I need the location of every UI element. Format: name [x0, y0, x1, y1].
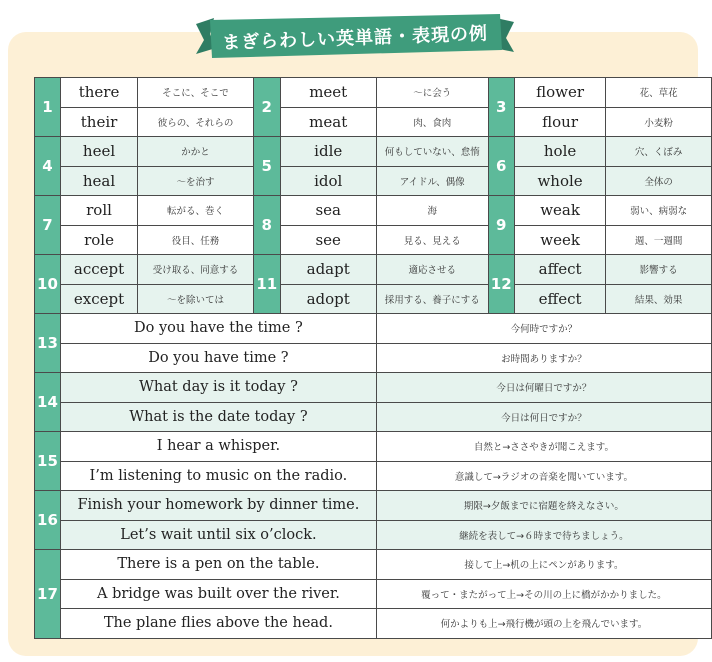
word-meaning: 小麦粉 — [606, 107, 712, 137]
sentence-meaning: 覆って・またがって上→その川の上に橋がかかりました。 — [376, 579, 711, 609]
word-meaning: 彼らの、それらの — [138, 107, 254, 137]
word: there — [60, 78, 137, 108]
table-row — [35, 225, 712, 255]
table-row — [35, 196, 712, 226]
word-meaning: ～に会う — [376, 78, 488, 108]
word-meaning: 肉、食肉 — [376, 107, 488, 137]
word: weak — [514, 196, 606, 226]
group-number: 5 — [253, 137, 280, 196]
table-row — [35, 166, 712, 196]
word: heal — [60, 166, 137, 196]
word: flower — [514, 78, 606, 108]
word: adopt — [280, 284, 376, 314]
table-row — [35, 402, 712, 432]
word: except — [60, 284, 137, 314]
word-meaning: 受け取る、同意する — [138, 255, 254, 285]
sentence-meaning: 今日は何曜日ですか？ — [376, 373, 711, 403]
page-title: まぎらわしい英単語・表現の例 — [221, 23, 489, 54]
word-meaning: 見る、見える — [376, 225, 488, 255]
word-meaning: 影響する — [606, 255, 712, 285]
word-meaning: 採用する、養子にする — [376, 284, 488, 314]
word: effect — [514, 284, 606, 314]
group-number: 7 — [35, 196, 61, 255]
sentence-meaning: 接して上→机の上にペンがあります。 — [376, 550, 711, 580]
group-number: 14 — [35, 373, 61, 432]
table-row — [35, 255, 712, 285]
group-number: 6 — [488, 137, 514, 196]
group-number: 4 — [35, 137, 61, 196]
group-number: 13 — [35, 314, 61, 373]
sentence-meaning: お時間ありますか？ — [376, 343, 711, 373]
group-number: 1 — [35, 78, 61, 137]
table-row — [35, 107, 712, 137]
word: heel — [60, 137, 137, 167]
group-number: 12 — [488, 255, 514, 314]
word: meat — [280, 107, 376, 137]
group-number: 17 — [35, 550, 61, 639]
table-row — [35, 284, 712, 314]
sentence-meaning: 何かよりも上→飛行機が頭の上を飛んでいます。 — [376, 609, 711, 639]
sentence: Do you have time ? — [60, 343, 376, 373]
table-row — [35, 491, 712, 521]
word-meaning: 転がる、巻く — [138, 196, 254, 226]
word-meaning: 穴、くぼみ — [606, 137, 712, 167]
word: meet — [280, 78, 376, 108]
sentence: What day is it today ? — [60, 373, 376, 403]
vocab-table — [34, 77, 712, 639]
word: hole — [514, 137, 606, 167]
sentence: A bridge was built over the river. — [60, 579, 376, 609]
word: see — [280, 225, 376, 255]
sentence: What is the date today ? — [60, 402, 376, 432]
group-number: 3 — [488, 78, 514, 137]
sentence: Let’s wait until six o’clock. — [60, 520, 376, 550]
word-meaning: ～を治す — [138, 166, 254, 196]
word: accept — [60, 255, 137, 285]
table-row — [35, 520, 712, 550]
word: whole — [514, 166, 606, 196]
word-meaning: 適応させる — [376, 255, 488, 285]
word-meaning: 花、草花 — [606, 78, 712, 108]
sentence-meaning: 期限→夕飯までに宿題を終えなさい。 — [376, 491, 711, 521]
word-meaning: 全体の — [606, 166, 712, 196]
table-row — [35, 343, 712, 373]
table-row — [35, 432, 712, 462]
sentence-meaning: 意識して→ラジオの音楽を聞いています。 — [376, 461, 711, 491]
group-number: 15 — [35, 432, 61, 491]
group-number: 10 — [35, 255, 61, 314]
table-row — [35, 609, 712, 639]
table-row — [35, 78, 712, 108]
word: flour — [514, 107, 606, 137]
word: idle — [280, 137, 376, 167]
word: role — [60, 225, 137, 255]
group-number: 9 — [488, 196, 514, 255]
word: affect — [514, 255, 606, 285]
word-meaning: アイドル、偶像 — [376, 166, 488, 196]
sentence: I’m listening to music on the radio. — [60, 461, 376, 491]
sentence-meaning: 今日は何日ですか？ — [376, 402, 711, 432]
word-meaning: 結果、効果 — [606, 284, 712, 314]
table-row — [35, 461, 712, 491]
group-number: 2 — [253, 78, 280, 137]
table-row — [35, 579, 712, 609]
word-meaning: 何もしていない、怠惰 — [376, 137, 488, 167]
sentence-meaning: 継続を表して→６時まで待ちましょう。 — [376, 520, 711, 550]
word-meaning: 週、一週間 — [606, 225, 712, 255]
group-number: 16 — [35, 491, 61, 550]
sentence: The plane flies above the head. — [60, 609, 376, 639]
table-row — [35, 137, 712, 167]
sentence: Finish your homework by dinner time. — [60, 491, 376, 521]
word-meaning: かかと — [138, 137, 254, 167]
word: roll — [60, 196, 137, 226]
table-row — [35, 373, 712, 403]
sentence-meaning: 今何時ですか？ — [376, 314, 711, 344]
table-row — [35, 314, 712, 344]
word: idol — [280, 166, 376, 196]
word-meaning: 海 — [376, 196, 488, 226]
table-row — [35, 550, 712, 580]
word: week — [514, 225, 606, 255]
word-meaning: 弱い、病弱な — [606, 196, 712, 226]
word: their — [60, 107, 137, 137]
word-meaning: 役目、任務 — [138, 225, 254, 255]
word: sea — [280, 196, 376, 226]
word-meaning: ～を除いては — [138, 284, 254, 314]
word: adapt — [280, 255, 376, 285]
group-number: 8 — [253, 196, 280, 255]
sentence: Do you have the time ? — [60, 314, 376, 344]
group-number: 11 — [253, 255, 280, 314]
sentence: There is a pen on the table. — [60, 550, 376, 580]
word-meaning: そこに、そこで — [138, 78, 254, 108]
sentence-meaning: 自然と→ささやきが聞こえます。 — [376, 432, 711, 462]
sentence: I hear a whisper. — [60, 432, 376, 462]
